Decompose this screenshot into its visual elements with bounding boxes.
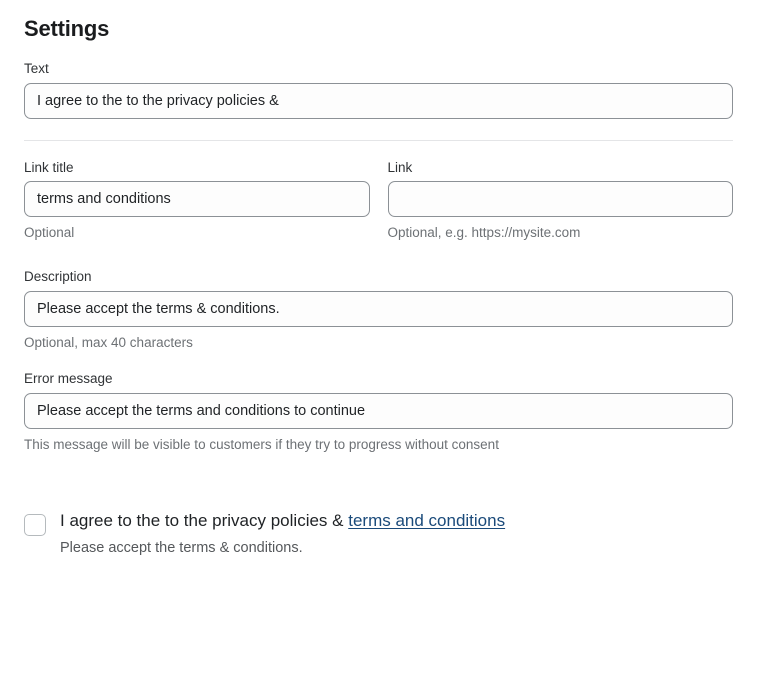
error-message-input[interactable] xyxy=(24,393,733,429)
text-input[interactable] xyxy=(24,83,733,119)
consent-preview-body xyxy=(60,510,505,559)
consent-description: Please accept the terms & conditions. xyxy=(60,539,303,556)
error-message-field-group xyxy=(24,370,733,454)
divider xyxy=(24,140,733,141)
error-message-label: Error message xyxy=(24,371,113,387)
link-title-help: Optional xyxy=(24,225,75,241)
description-label: Description xyxy=(24,269,92,285)
link-input[interactable] xyxy=(388,181,734,217)
description-input[interactable] xyxy=(24,291,733,327)
consent-checkbox[interactable] xyxy=(24,514,46,536)
link-help: Optional, e.g. https://mysite.com xyxy=(387,225,581,241)
consent-preview xyxy=(24,510,733,559)
page-title: Settings xyxy=(24,16,110,41)
link-label: Link xyxy=(387,159,413,175)
description-help: Optional, max 40 characters xyxy=(24,334,193,350)
link-title-label: Link title xyxy=(24,159,74,175)
consent-text: I agree to the to the privacy policies & xyxy=(60,510,344,530)
text-field-label: Text xyxy=(24,61,49,76)
link-title-field-group xyxy=(24,159,370,243)
consent-preview-text xyxy=(60,510,505,533)
link-field-group xyxy=(388,159,734,243)
link-title-input[interactable] xyxy=(24,181,370,217)
description-field-group xyxy=(24,268,733,352)
consent-link[interactable]: terms and conditions xyxy=(348,510,506,530)
text-field-group xyxy=(24,60,733,119)
link-row xyxy=(24,159,733,243)
error-message-help: This message will be visible to customers if they try to progress without consent xyxy=(24,436,499,452)
